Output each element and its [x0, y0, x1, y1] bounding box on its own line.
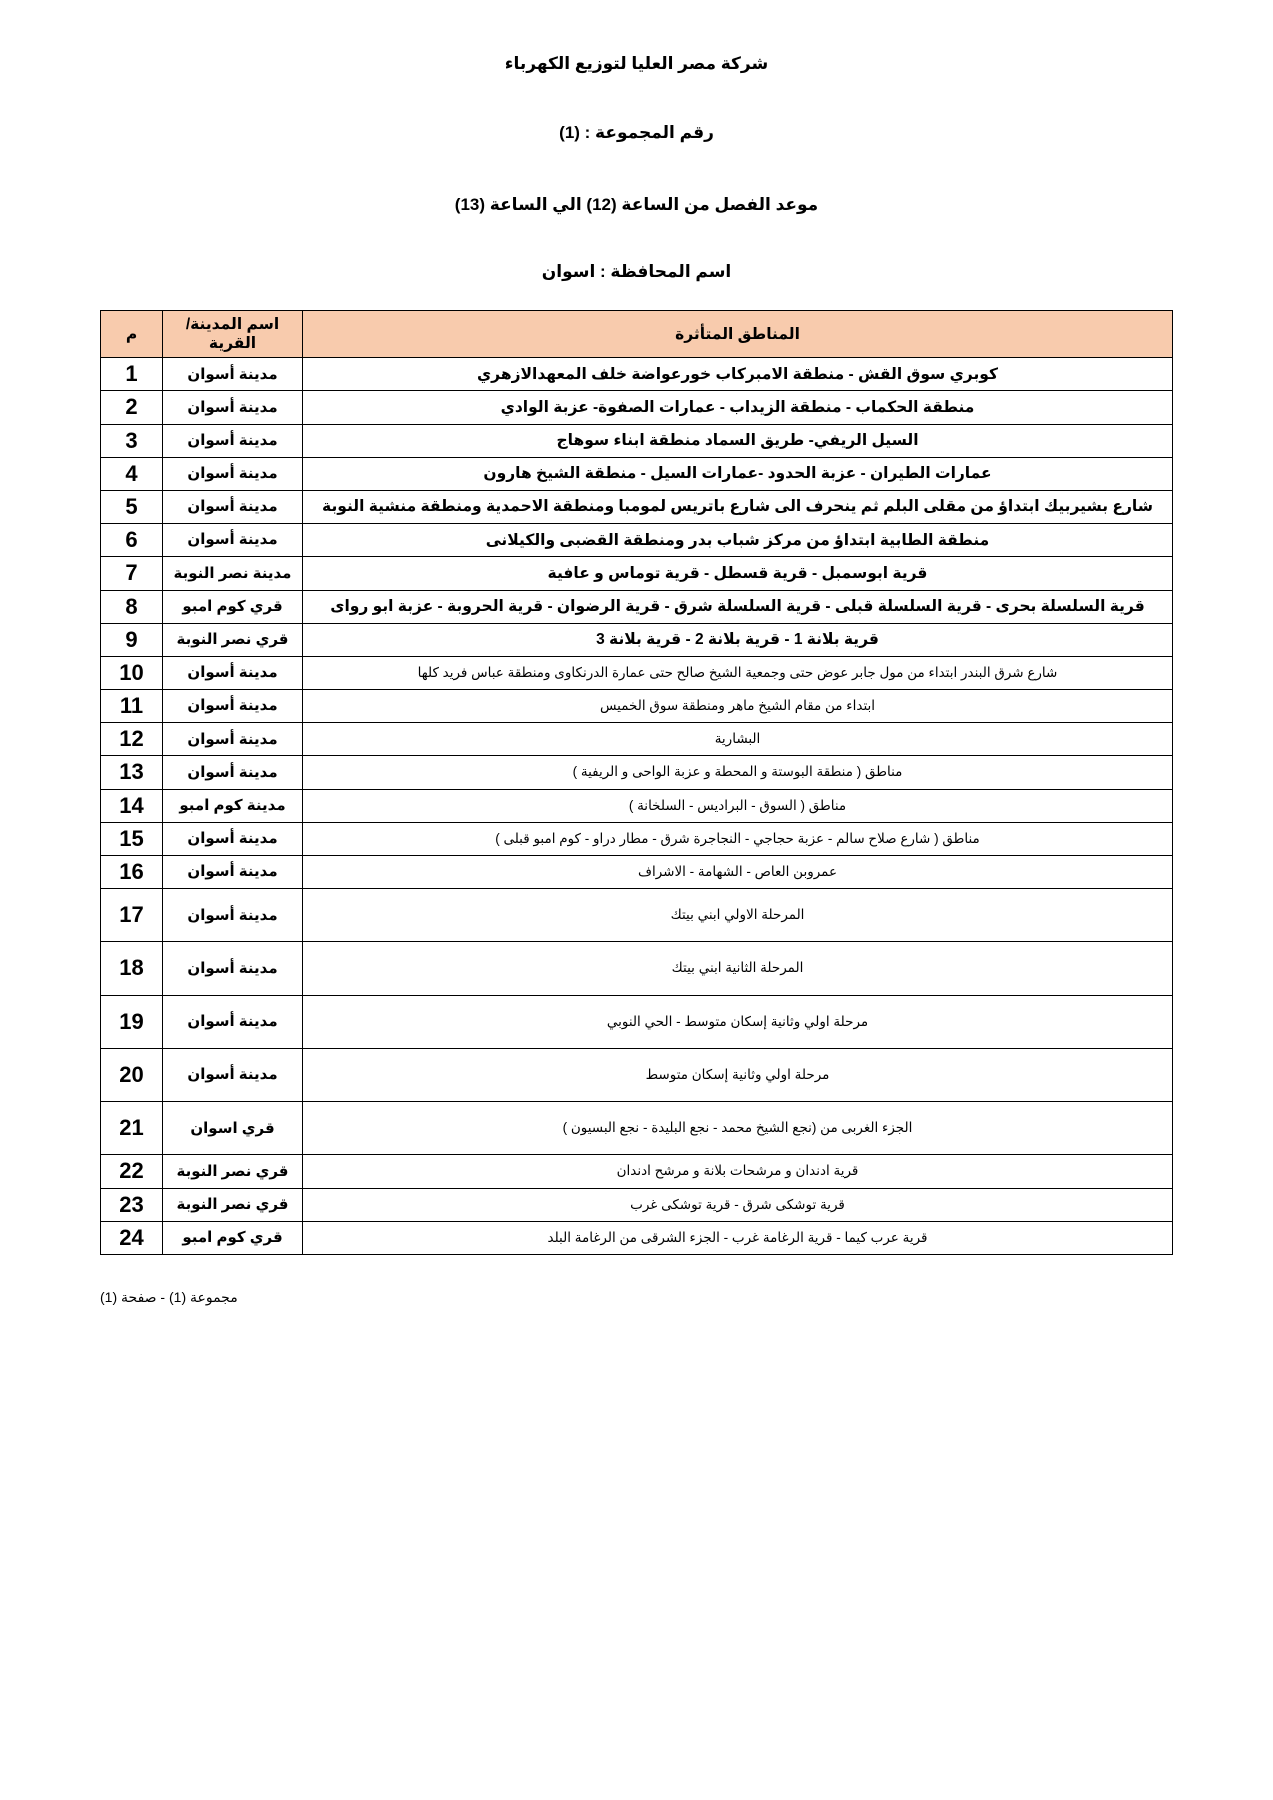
cell-affected-areas: مرحلة اولي وثانية إسكان متوسط - الحي النوبي	[303, 995, 1173, 1048]
cell-row-number: 13	[101, 756, 163, 789]
cell-row-number: 18	[101, 942, 163, 995]
cell-row-number: 8	[101, 590, 163, 623]
document-header	[100, 52, 1173, 284]
cell-affected-areas: منطقة الطابية ابتداؤ من مركز شباب بدر ومنطقة القضبى والكيلانى	[303, 524, 1173, 557]
cell-city-name: مدينة أسوان	[163, 723, 303, 756]
cell-affected-areas: مناطق ( منطقة البوستة و المحطة و عزبة الواحى و الريفية )	[303, 756, 1173, 789]
cell-row-number: 15	[101, 822, 163, 855]
cell-city-name: قري نصر النوبة	[163, 1155, 303, 1188]
table-row	[101, 424, 1173, 457]
table-row	[101, 391, 1173, 424]
cell-city-name: مدينة أسوان	[163, 457, 303, 490]
cell-row-number: 14	[101, 789, 163, 822]
cell-affected-areas: قرية توشكى شرق - قرية توشكى غرب	[303, 1188, 1173, 1221]
cell-row-number: 22	[101, 1155, 163, 1188]
cell-row-number: 24	[101, 1221, 163, 1254]
cell-row-number: 20	[101, 1048, 163, 1101]
cell-city-name: مدينة أسوان	[163, 995, 303, 1048]
table-row	[101, 942, 1173, 995]
table-row	[101, 1221, 1173, 1254]
table-row	[101, 1155, 1173, 1188]
footer-text: مجموعة (1) - صفحة (1)	[100, 1289, 238, 1305]
cell-row-number: 17	[101, 889, 163, 942]
table-row	[101, 889, 1173, 942]
cell-city-name: مدينة أسوان	[163, 822, 303, 855]
cell-row-number: 9	[101, 623, 163, 656]
cell-city-name: مدينة كوم امبو	[163, 789, 303, 822]
cell-city-name: مدينة أسوان	[163, 490, 303, 523]
company-name: شركة مصر العليا لتوزيع الكهرباء	[504, 54, 769, 73]
cell-row-number: 5	[101, 490, 163, 523]
cell-row-number: 3	[101, 424, 163, 457]
table-row	[101, 756, 1173, 789]
affected-areas-table	[100, 310, 1173, 1255]
cell-row-number: 11	[101, 690, 163, 723]
cell-city-name: مدينة أسوان	[163, 942, 303, 995]
table-row	[101, 457, 1173, 490]
column-header-num: م	[101, 311, 163, 358]
outage-schedule: موعد الفصل من الساعة (12) الي الساعة (13)	[454, 194, 819, 214]
cell-affected-areas: مرحلة اولي وثانية إسكان متوسط	[303, 1048, 1173, 1101]
table-body	[101, 358, 1173, 1255]
cell-city-name: مدينة أسوان	[163, 358, 303, 391]
cell-affected-areas: مناطق ( شارع صلاح سالم - عزبة حجاجي - النجاجرة شرق - مطار دراو - كوم امبو قبلى )	[303, 822, 1173, 855]
cell-affected-areas: عمروبن العاص - الشهامة - الاشراف	[303, 856, 1173, 889]
governorate-name: اسم المحافظة : اسوان	[541, 262, 732, 282]
table-row	[101, 1102, 1173, 1155]
table-row	[101, 995, 1173, 1048]
column-header-areas: المناطق المتأثرة	[303, 311, 1173, 358]
table-row	[101, 358, 1173, 391]
cell-city-name: مدينة أسوان	[163, 889, 303, 942]
cell-affected-areas: السيل الريفي- طريق السماد منطقة ابناء سوهاج	[303, 424, 1173, 457]
cell-affected-areas: قرية ابوسمبل - قرية قسطل - قرية توماس و عافية	[303, 557, 1173, 590]
cell-affected-areas: ابتداء من مقام الشيخ ماهر ومنطقة سوق الخميس	[303, 690, 1173, 723]
cell-row-number: 12	[101, 723, 163, 756]
cell-affected-areas: منطقة الحكماب - منطقة الزيداب - عمارات الصفوة- عزبة الوادي	[303, 391, 1173, 424]
cell-city-name: مدينة أسوان	[163, 690, 303, 723]
cell-affected-areas: مناطق ( السوق - البراديس - السلخانة )	[303, 789, 1173, 822]
table-row	[101, 524, 1173, 557]
table-row	[101, 656, 1173, 689]
cell-row-number: 16	[101, 856, 163, 889]
table-row	[101, 557, 1173, 590]
cell-city-name: قري اسوان	[163, 1102, 303, 1155]
cell-city-name: مدينة نصر النوبة	[163, 557, 303, 590]
table-row	[101, 856, 1173, 889]
cell-city-name: مدينة أسوان	[163, 1048, 303, 1101]
cell-row-number: 4	[101, 457, 163, 490]
cell-affected-areas: الجزء الغربى من (نجع الشيخ محمد - نجع البليدة - نجع البسيون )	[303, 1102, 1173, 1155]
cell-row-number: 1	[101, 358, 163, 391]
table-row	[101, 590, 1173, 623]
table-row	[101, 723, 1173, 756]
table-header	[101, 311, 1173, 358]
table-row	[101, 822, 1173, 855]
table-row	[101, 690, 1173, 723]
cell-affected-areas: قرية السلسلة بحرى - قرية السلسلة قبلى - قرية السلسلة شرق - قرية الرضوان - قرية الحروبة - عزبة ابو رواى	[303, 590, 1173, 623]
cell-row-number: 23	[101, 1188, 163, 1221]
cell-row-number: 10	[101, 656, 163, 689]
cell-row-number: 21	[101, 1102, 163, 1155]
cell-city-name: مدينة أسوان	[163, 856, 303, 889]
cell-city-name: مدينة أسوان	[163, 524, 303, 557]
cell-affected-areas: قرية ادندان و مرشحات بلانة و مرشح ادندان	[303, 1155, 1173, 1188]
table-row	[101, 490, 1173, 523]
cell-row-number: 7	[101, 557, 163, 590]
cell-city-name: مدينة أسوان	[163, 756, 303, 789]
page-footer	[100, 1289, 1173, 1306]
group-number: رقم المجموعة : (1)	[559, 122, 714, 142]
cell-affected-areas: شارع شرق البندر ابتداء من مول جابر عوض حتى وجمعية الشيخ صالح حتى عمارة الدرنكاوى ومنطقة عباس فريد كلها	[303, 656, 1173, 689]
cell-city-name: مدينة أسوان	[163, 391, 303, 424]
table-row	[101, 1048, 1173, 1101]
column-header-city: اسم المدينة/ القرية	[163, 311, 303, 358]
cell-row-number: 2	[101, 391, 163, 424]
cell-row-number: 6	[101, 524, 163, 557]
cell-affected-areas: المرحلة الثانية ابني بيتك	[303, 942, 1173, 995]
cell-affected-areas: عمارات الطيران - عزبة الحدود -عمارات السيل - منطقة الشيخ هارون	[303, 457, 1173, 490]
cell-affected-areas: شارع بشيربيك ابتداؤ من مقلى البلم ثم ينحرف الى شارع باتريس لمومبا ومنطقة الاحمدية ومنطقة منشية النوبة	[303, 490, 1173, 523]
cell-affected-areas: البشارية	[303, 723, 1173, 756]
cell-affected-areas: قرية عرب كيما - قرية الرغامة غرب - الجزء الشرقى من الرغامة البلد	[303, 1221, 1173, 1254]
cell-city-name: قري كوم امبو	[163, 1221, 303, 1254]
cell-city-name: قري كوم امبو	[163, 590, 303, 623]
cell-row-number: 19	[101, 995, 163, 1048]
cell-affected-areas: المرحلة الاولي ابني بيتك	[303, 889, 1173, 942]
cell-affected-areas: قرية بلانة 1 - قرية بلانة 2 - قرية بلانة 3	[303, 623, 1173, 656]
cell-affected-areas: كوبري سوق القش - منطقة الامبركاب خورعواضة خلف المعهدالازهري	[303, 358, 1173, 391]
cell-city-name: مدينة أسوان	[163, 656, 303, 689]
table-row	[101, 1188, 1173, 1221]
cell-city-name: قري نصر النوبة	[163, 1188, 303, 1221]
table-row	[101, 789, 1173, 822]
cell-city-name: مدينة أسوان	[163, 424, 303, 457]
cell-city-name: قري نصر النوبة	[163, 623, 303, 656]
table-header-row	[101, 311, 1173, 358]
table-row	[101, 623, 1173, 656]
